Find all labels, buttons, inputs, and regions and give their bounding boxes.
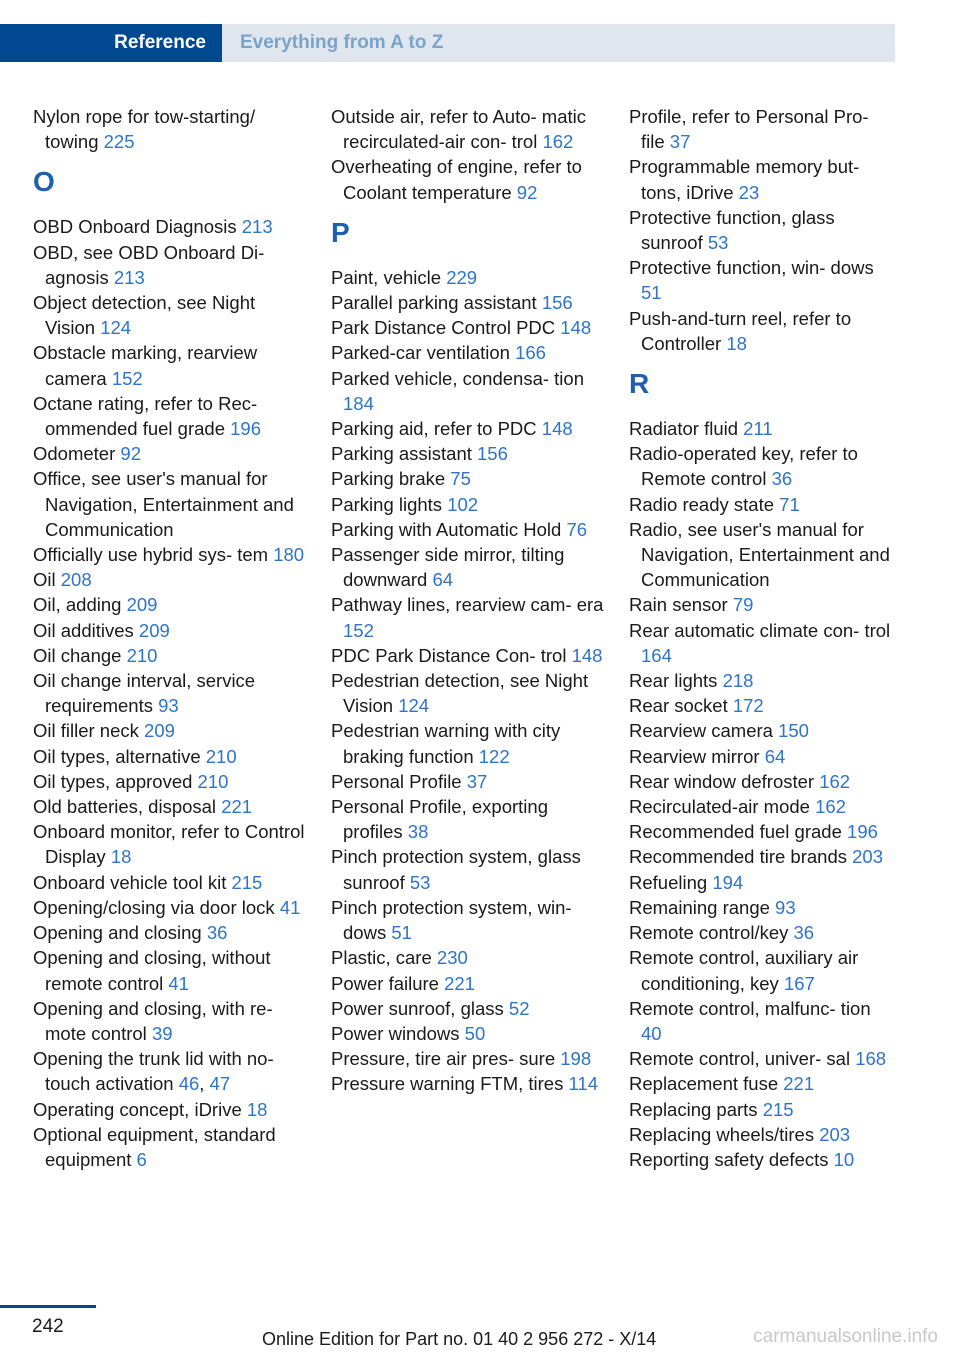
entry-text: Pressure, tire air pres- sure <box>331 1048 556 1070</box>
index-entry <box>629 306 894 356</box>
entry-text: Officially use hybrid sys- tem <box>33 544 269 566</box>
index-entry <box>331 971 606 996</box>
entry-text: PDC Park Distance Con- trol <box>331 644 567 666</box>
index-entry <box>33 1122 308 1172</box>
index-entry <box>629 996 894 1046</box>
page-link[interactable]: 64 <box>764 745 786 767</box>
index-entry <box>629 441 894 491</box>
page-link[interactable]: 208 <box>60 569 92 591</box>
entry-text: Recirculated-air mode <box>629 796 810 818</box>
index-entry <box>331 315 606 340</box>
entry-text: Parked vehicle, condensa- tion <box>331 367 584 389</box>
entry-text: Plastic, care <box>331 947 432 969</box>
page-link[interactable]: 209 <box>138 619 170 641</box>
page-number: 242 <box>32 1316 64 1337</box>
index-entry <box>33 391 308 441</box>
page-link[interactable]: 167 <box>783 972 815 994</box>
entry-text: Recommended tire brands <box>629 846 847 868</box>
page-link[interactable]: 50 <box>464 1022 486 1044</box>
index-entry <box>629 718 894 743</box>
page-link[interactable]: 162 <box>819 770 851 792</box>
index-entry <box>629 154 894 204</box>
index-entry <box>33 592 308 617</box>
index-entry <box>331 290 606 315</box>
index-entry <box>33 441 308 466</box>
page-link[interactable]: 114 <box>568 1073 598 1095</box>
index-column-2 <box>331 104 606 1097</box>
page-link[interactable]: 184 <box>343 392 374 414</box>
entry-text: Remaining range <box>629 896 770 918</box>
entry-text: Radio, see user's manual for Navigation, Entertainment and Communication <box>629 518 890 591</box>
entry-text: Personal Profile, exporting profiles <box>331 796 548 843</box>
page-link[interactable]: 64 <box>432 569 454 591</box>
page-link[interactable]: 18 <box>246 1098 268 1120</box>
page-link[interactable]: 230 <box>436 947 468 969</box>
page-link[interactable]: 18 <box>726 332 747 354</box>
page-link[interactable]: 150 <box>778 720 809 742</box>
entry-text: Power failure <box>331 972 439 994</box>
index-entry <box>629 1071 894 1096</box>
entry-text: Onboard monitor, refer to Control Display <box>33 821 305 868</box>
index-entry <box>33 240 308 290</box>
entry-text: Oil, adding <box>33 594 122 616</box>
entry-text: Radiator fluid <box>629 418 739 440</box>
entry-text: Remote control/key <box>629 922 789 944</box>
page-link[interactable]: 51 <box>641 282 662 304</box>
index-entry <box>331 492 606 517</box>
page-link[interactable]: 36 <box>771 468 793 490</box>
entry-text: Personal Profile <box>331 770 462 792</box>
page-link[interactable]: 124 <box>398 695 430 717</box>
entry-text: Odometer <box>33 443 116 465</box>
entry-text: Parking with Automatic Hold <box>331 518 562 540</box>
index-entry <box>629 1097 894 1122</box>
entry-text: Profile, refer to Personal Pro- file <box>629 106 869 153</box>
page-link[interactable]: 213 <box>113 266 145 288</box>
index-entry <box>629 945 894 995</box>
page-link[interactable]: 156 <box>541 292 573 314</box>
entry-text: Opening and closing, without remote control <box>33 947 271 994</box>
index-entry <box>33 945 308 995</box>
entry-text: Pinch protection system, glass sunroof <box>331 846 581 893</box>
page-link[interactable]: 40 <box>641 1022 662 1044</box>
entry-text: OBD, see OBD Onboard Di- agnosis <box>33 241 265 288</box>
watermark: carmanualsonline.info <box>753 1326 938 1347</box>
page-link[interactable]: 36 <box>793 922 815 944</box>
page-link[interactable]: 51 <box>391 922 412 944</box>
page-link[interactable]: 124 <box>100 317 132 339</box>
entry-text: Park Distance Control PDC <box>331 317 556 339</box>
index-entry <box>33 290 308 340</box>
page-link[interactable]: 215 <box>231 871 263 893</box>
page-link[interactable]: 203 <box>819 1123 851 1145</box>
index-entry <box>33 214 308 239</box>
entry-text: Remote control, univer- sal <box>629 1048 851 1070</box>
entry-text: Octane rating, refer to Rec- ommended fuel grade <box>33 392 258 440</box>
entry-text: Reporting safety defects <box>629 1148 829 1170</box>
page-link[interactable]: 210 <box>197 770 229 792</box>
index-entry <box>629 1147 894 1172</box>
page-link[interactable]: 203 <box>852 846 884 868</box>
index-entry <box>331 104 606 154</box>
page-link[interactable]: 52 <box>508 997 530 1019</box>
tab-everything-a-to-z[interactable] <box>240 24 443 62</box>
index-entry <box>33 567 308 592</box>
index-entry <box>33 104 308 154</box>
page-link[interactable]: 166 <box>515 342 546 364</box>
entry-text: Rear window defroster <box>629 770 815 792</box>
index-entry <box>629 104 894 154</box>
entry-text: Replacing wheels/tires <box>629 1123 815 1145</box>
index-entry <box>629 844 894 869</box>
index-entry <box>331 844 606 894</box>
entry-text: Radio-operated key, refer to Remote control <box>629 443 858 490</box>
index-entry <box>629 895 894 920</box>
index-entry <box>33 668 308 718</box>
entry-text: Outside air, refer to Auto- matic recirculated-air con- trol <box>331 106 586 153</box>
entry-text: Opening the trunk lid with no- touch activation <box>33 1048 274 1095</box>
index-entry <box>331 441 606 466</box>
index-entry <box>33 1097 308 1122</box>
entry-text: Passenger side mirror, tilting downward <box>331 544 565 591</box>
index-entry <box>331 1046 606 1071</box>
entry-text: Oil filler neck <box>33 720 139 742</box>
page-link[interactable]: 209 <box>144 720 175 742</box>
page-link[interactable]: 79 <box>732 594 754 616</box>
page-link[interactable]: 221 <box>444 972 475 994</box>
index-entry <box>629 819 894 844</box>
index-entry <box>331 718 606 768</box>
entry-text: Opening and closing, with re- mote control <box>33 997 273 1044</box>
page-link[interactable]: 122 <box>478 745 510 767</box>
entry-text: Pathway lines, rearview cam- era <box>331 594 604 616</box>
entry-text: Programmable memory but- tons, iDrive <box>629 156 860 203</box>
index-entry <box>331 366 606 416</box>
index-entry <box>629 920 894 945</box>
page-link[interactable]: 194 <box>712 871 744 893</box>
page-link[interactable]: 47 <box>209 1073 231 1095</box>
index-column-3 <box>629 104 894 1172</box>
entry-text: Opening/closing via door lock <box>33 896 275 918</box>
page-link[interactable]: 93 <box>158 695 179 717</box>
entry-text: Refueling <box>629 871 708 893</box>
entry-text: Office, see user's manual for Navigation, Entertainment and Communication <box>33 468 294 540</box>
entry-text: Pedestrian detection, see Night Vision <box>331 670 589 717</box>
index-entry <box>331 895 606 945</box>
page-link[interactable]: 10 <box>833 1148 855 1170</box>
index-entry <box>629 255 894 305</box>
page-link[interactable]: 164 <box>641 644 672 666</box>
entry-text: Old batteries, disposal <box>33 796 217 818</box>
tab-everything-a-to-z-label: Everything from A to Z <box>240 32 444 53</box>
index-entry <box>629 517 894 593</box>
entry-text: Parking brake <box>331 468 446 490</box>
page-link[interactable]: 6 <box>136 1148 147 1170</box>
page-link[interactable]: 76 <box>566 518 588 540</box>
index-entry <box>629 416 894 441</box>
index-entry <box>33 466 308 542</box>
page-link[interactable]: 162 <box>542 131 574 153</box>
index-entry: Opening the trunk lid with no- touch activation 46, 47 <box>33 1048 274 1095</box>
index-entry <box>629 668 894 693</box>
entry-text: Rearview mirror <box>629 745 760 767</box>
page-link[interactable]: 196 <box>847 821 878 843</box>
entry-text: Protective function, glass sunroof <box>629 206 835 254</box>
entry-text: Oil additives <box>33 619 134 641</box>
entry-text: Rain sensor <box>629 594 728 616</box>
entry-text: Parking assistant <box>331 443 472 465</box>
page-link[interactable]: 37 <box>669 131 691 153</box>
tab-reference[interactable] <box>0 24 222 62</box>
entry-text: Parked-car ventilation <box>331 342 510 364</box>
entry-text: Oil <box>33 569 56 591</box>
index-entry <box>629 870 894 895</box>
entry-text: Power windows <box>331 1022 460 1044</box>
page-link[interactable]: 148 <box>560 317 592 339</box>
page-link[interactable]: 196 <box>230 418 261 440</box>
entry-text: Oil types, alternative <box>33 745 201 767</box>
index-entry <box>33 920 308 945</box>
index-entry <box>331 592 606 642</box>
footer-rule <box>0 1305 96 1308</box>
index-entry <box>33 643 308 668</box>
page-link[interactable]: 218 <box>722 670 754 692</box>
index-entry <box>331 1021 606 1046</box>
entry-text: Oil change interval, service requirements <box>33 670 256 717</box>
tab-reference-label: Reference <box>114 32 206 53</box>
entry-text: OBD Onboard Diagnosis <box>33 216 237 238</box>
entry-text: Recommended fuel grade <box>629 821 842 843</box>
entry-text: Onboard vehicle tool kit <box>33 871 227 893</box>
page-link[interactable]: 229 <box>446 266 478 288</box>
entry-text: Replacement fuse <box>629 1073 779 1095</box>
entry-text: Rear socket <box>629 695 728 717</box>
entry-text: Parking aid, refer to PDC <box>331 418 537 440</box>
index-column-1 <box>33 104 308 1172</box>
entry-text: Parking lights <box>331 493 443 515</box>
index-entry <box>33 895 308 920</box>
page-link[interactable]: 148 <box>571 644 603 666</box>
section-letter: O <box>33 166 55 198</box>
index-entry <box>331 416 606 441</box>
entry-text: Remote control, malfunc- tion <box>629 997 871 1019</box>
page-link[interactable]: 221 <box>221 796 253 818</box>
index-entry <box>33 744 308 769</box>
index-entry <box>629 1122 894 1147</box>
page-link[interactable]: 38 <box>407 821 429 843</box>
index-entry <box>331 154 606 204</box>
entry-text: Radio ready state <box>629 493 775 515</box>
entry-text: Optional equipment, standard equipment <box>33 1123 276 1170</box>
entry-text: Oil change <box>33 644 122 666</box>
page-link[interactable]: 198 <box>560 1048 592 1070</box>
entry-text: Power sunroof, glass <box>331 997 504 1019</box>
page-link[interactable]: 148 <box>541 418 573 440</box>
page-link[interactable]: 36 <box>206 922 228 944</box>
page-link[interactable]: 18 <box>110 846 132 868</box>
index-entry <box>33 819 308 869</box>
index-entry <box>629 592 894 617</box>
page-link[interactable]: 102 <box>447 493 479 515</box>
entry-text: Overheating of engine, refer to Coolant temperature <box>331 156 582 203</box>
page-link[interactable]: 53 <box>707 232 729 254</box>
page-link[interactable]: 213 <box>241 216 273 238</box>
index-entry <box>629 1046 894 1071</box>
section-letter: R <box>629 368 650 400</box>
page-link[interactable]: 156 <box>477 443 508 465</box>
index-entry <box>331 265 606 290</box>
page-link[interactable]: 93 <box>775 896 796 918</box>
entry-text: Rearview camera <box>629 720 773 742</box>
page-link[interactable]: 152 <box>343 619 374 641</box>
index-entry <box>331 340 606 365</box>
edition-note: Online Edition for Part no. 01 40 2 956 272 - X/14 <box>262 1329 657 1349</box>
entry-text: Remote control, auxiliary air conditioning, key <box>629 947 859 994</box>
page-link[interactable]: 41 <box>279 896 301 918</box>
page-link[interactable]: 172 <box>732 695 764 717</box>
page-link[interactable]: 209 <box>126 594 158 616</box>
index-entry <box>33 542 308 567</box>
index-entry <box>629 492 894 517</box>
page-link[interactable]: 53 <box>409 871 431 893</box>
page-link[interactable]: 71 <box>779 493 800 515</box>
index-entry <box>331 517 606 542</box>
page-link[interactable]: 37 <box>466 770 488 792</box>
index-entry <box>33 870 308 895</box>
index-entry <box>33 618 308 643</box>
entry-text: Paint, vehicle <box>331 266 442 288</box>
index-entry <box>33 794 308 819</box>
page-link[interactable]: 225 <box>103 131 135 153</box>
entry-text: Rear lights <box>629 670 718 692</box>
page-link[interactable]: 215 <box>762 1098 794 1120</box>
page-link[interactable]: 39 <box>151 1022 173 1044</box>
page-link[interactable]: 210 <box>205 745 237 767</box>
page-link[interactable]: 92 <box>120 443 141 465</box>
entry-text: Pedestrian warning with city braking function <box>331 720 561 767</box>
index-entry <box>331 668 606 718</box>
entry-text: Nylon rope for tow-starting/ towing <box>33 106 256 153</box>
entry-text: Pressure warning FTM, tires <box>331 1073 564 1095</box>
index-entry <box>331 466 606 491</box>
section-letter: P <box>331 216 350 248</box>
entry-text: Oil types, approved <box>33 770 193 792</box>
page-link[interactable]: 92 <box>516 181 538 203</box>
index-entry <box>33 340 308 390</box>
entry-text: Push-and-turn reel, refer to Controller <box>629 307 852 354</box>
page-link[interactable]: 41 <box>168 972 189 994</box>
index-entry <box>331 1071 606 1096</box>
index-entry <box>331 794 606 844</box>
index-entry <box>331 542 606 592</box>
index-entry <box>33 718 308 743</box>
index-entry <box>331 945 606 970</box>
entry-text: Replacing parts <box>629 1098 758 1120</box>
entry-text: Obstacle marking, rearview camera <box>33 342 258 389</box>
page-link[interactable]: 211 <box>743 418 773 440</box>
page-link[interactable]: 23 <box>738 181 760 203</box>
page-link[interactable]: 162 <box>815 796 846 818</box>
entry-text: Object detection, see Night Vision <box>33 292 256 339</box>
index-entry <box>629 618 894 668</box>
page-link[interactable]: 168 <box>855 1048 887 1070</box>
page-link[interactable]: 75 <box>450 468 471 490</box>
entry-text: Parallel parking assistant <box>331 292 537 314</box>
entry-text: Pinch protection system, win- dows <box>331 896 572 944</box>
page-link[interactable]: 221 <box>783 1073 815 1095</box>
page-link[interactable]: 152 <box>111 367 143 389</box>
index-entry <box>331 643 606 668</box>
index-entry <box>629 794 894 819</box>
index-entry <box>33 769 308 794</box>
index-entry <box>629 769 894 794</box>
entry-text: Rear automatic climate con- trol <box>629 619 891 641</box>
entry-text: Protective function, win- dows <box>629 257 874 279</box>
entry-text: Operating concept, iDrive <box>33 1098 242 1120</box>
index-entry <box>629 205 894 255</box>
index-entry <box>33 996 308 1046</box>
page-link[interactable]: 210 <box>126 644 158 666</box>
index-entry <box>331 996 606 1021</box>
entry-text: Opening and closing <box>33 922 202 944</box>
index-entry <box>629 693 894 718</box>
page-link[interactable]: 46 <box>178 1073 200 1095</box>
page-link[interactable]: 180 <box>273 544 305 566</box>
index-entry <box>629 744 894 769</box>
index-entry <box>331 769 606 794</box>
